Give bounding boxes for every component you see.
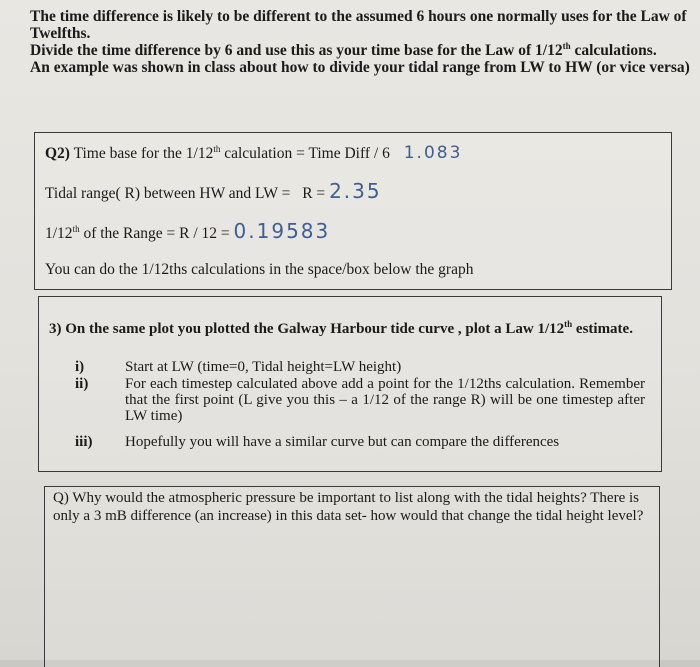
- q3-title-end: estimate.: [572, 321, 633, 337]
- q3-item-2-text: For each timestep calculated above add a point for the 1/12ths calculation. Remember that the first point (L give you this – a 1/12 of the range R) will be one timestep after LW time): [125, 376, 645, 424]
- q2-time-base-formula: calculation = Time Diff / 6: [220, 145, 390, 162]
- q2-range-r: R =: [302, 185, 326, 202]
- q2-twelfth-formula: of the Range = R / 12 =: [79, 225, 230, 242]
- q2-range-label: Tidal range( R) between HW and LW =: [45, 185, 291, 202]
- q2-time-base-answer[interactable]: 1.083: [403, 143, 463, 163]
- q3-item-3-text: Hopefully you will have a similar curve but can compare the differences: [125, 434, 560, 450]
- q3-item-1-num: i): [75, 359, 85, 375]
- q3-box: [38, 296, 662, 472]
- q2-time-base-text: Time base for the 1/12: [69, 145, 214, 162]
- q2-time-base-sup: th: [213, 143, 221, 154]
- q2-range-row: [45, 179, 382, 203]
- q2-twelfth-answer[interactable]: 0.19583: [233, 219, 331, 243]
- q2-twelfth-sup: th: [72, 223, 80, 234]
- q2-box: [34, 132, 672, 290]
- q2-time-base-row: [45, 143, 462, 163]
- q2-twelfth-text: 1/12: [45, 225, 73, 242]
- intro-line-2-end: calculations.: [570, 42, 657, 59]
- q3-item-2-num: ii): [75, 376, 89, 392]
- q3-title-text: 3) On the same plot you plotted the Galway Harbour tide curve , plot a Law 1/12: [49, 321, 565, 337]
- q2-note: You can do the 1/12ths calculations in the space/box below the graph: [45, 261, 474, 278]
- q2-label: Q2): [45, 145, 70, 162]
- intro-instructions: [30, 8, 690, 76]
- intro-line-1: The time difference is likely to be different to the assumed 6 hours one normally uses for the Law of Twelfths.: [30, 8, 687, 42]
- q2-range-answer[interactable]: 2.35: [329, 179, 382, 203]
- intro-line-2-text: Divide the time difference by 6 and use this as your time base for the Law of 1/12: [30, 42, 563, 59]
- intro-line-3: An example was shown in class about how to divide your tidal range from LW to HW (or vice versa): [30, 59, 690, 76]
- q3-item-1-text: Start at LW (time=0, Tidal height=LW height): [125, 359, 402, 375]
- q3-title-sup: th: [564, 319, 573, 329]
- q4-question: Q) Why would the atmospheric pressure be important to list along with the tidal heights? There is only a 3 mB difference (an increase) in this data set- how would that change the tidal height level?: [53, 490, 644, 524]
- q3-item-3-num: iii): [75, 434, 93, 450]
- intro-line-2: [30, 42, 690, 59]
- intro-line-2-sup: th: [562, 40, 571, 51]
- q2-twelfth-row: [45, 219, 330, 243]
- q4-box: [44, 486, 660, 667]
- q3-title: [49, 321, 633, 338]
